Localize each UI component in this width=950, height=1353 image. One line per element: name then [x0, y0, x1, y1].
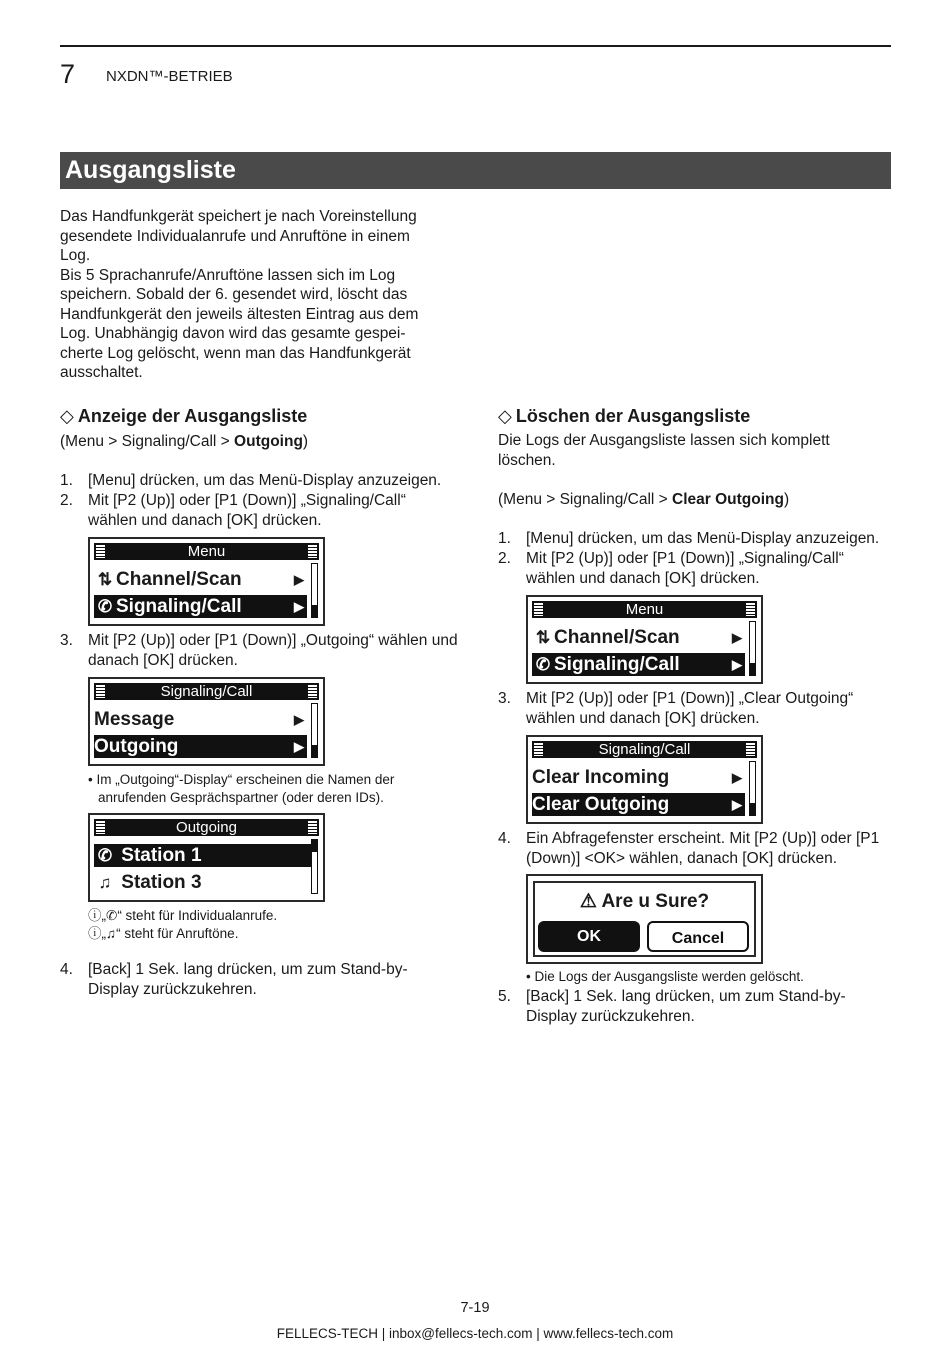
list-icon — [534, 743, 543, 756]
chapter-number: 7 — [60, 59, 76, 89]
right-step-2: 2. Mit [P2 (Up)] oder [P1 (Down)] „Signaling/Call“ wählen und danach [OK] drücken. — [498, 550, 844, 587]
warning-icon: ⚠ — [579, 891, 597, 912]
updown-icon: ⇅ — [535, 628, 551, 647]
right-step-1: 1. [Menu] drücken, um das Menü-Display anzuzeigen. — [498, 530, 880, 547]
left-step-2: 2. Mit [P2 (Up)] oder [P1 (Down)] „Signaling/Call“ wählen und danach [OK] drücken. — [60, 492, 406, 529]
bell-icon: ♫ — [106, 926, 117, 941]
left-step-1: 1. [Menu] drücken, um das Menü-Display anzuzeigen. — [60, 472, 442, 489]
screen-title-bar: Outgoing — [94, 819, 319, 836]
list-icon — [96, 545, 105, 558]
arrow-right-icon: ▶ — [294, 712, 304, 727]
scrollbar — [311, 563, 318, 618]
arrow-right-icon: ▶ — [294, 572, 304, 587]
arrow-right-icon: ▶ — [732, 630, 742, 645]
cancel-button[interactable]: Cancel — [647, 921, 749, 952]
arrow-right-icon: ▶ — [732, 657, 742, 672]
phone-icon: ✆ — [106, 908, 118, 923]
left-note-outgoing: • Im „Outgoing“-Display“ erscheinen die Namen der anrufenden Gesprächspartner (oder deren IDs). — [88, 772, 395, 805]
list-icon — [746, 603, 755, 616]
left-heading: ◇ Anzeige der Ausgangsliste — [60, 406, 308, 426]
arrow-right-icon: ▶ — [294, 599, 304, 614]
bell-icon: ♫ — [98, 873, 112, 892]
info-icon: ⓘ — [88, 908, 102, 923]
scrollbar — [311, 703, 318, 758]
screen-row-station-3: ♫ Station 3 — [94, 871, 312, 894]
screen-title-bar: Signaling/Call — [94, 683, 319, 700]
footer-contact: FELLECS-TECH | inbox@fellecs-tech.com | www.fellecs-tech.com — [276, 1326, 674, 1341]
screen-title-bar: Menu — [532, 601, 757, 618]
section-title: Ausgangsliste — [65, 156, 236, 184]
info-icon: ⓘ — [88, 926, 102, 941]
left-legend — [88, 907, 277, 943]
screen-row-signaling-call: ✆ Signaling/Call ▶ — [532, 653, 745, 676]
confirm-question: ⚠ Are u Sure? — [579, 891, 710, 912]
list-icon — [308, 545, 317, 558]
right-step-3: 3. Mit [P2 (Up)] oder [P1 (Down)] „Clear Outgoing“ wählen und danach [OK] drücken. — [498, 690, 854, 727]
phone-icon: ✆ — [535, 655, 551, 674]
right-step-5: 5. [Back] 1 Sek. lang drücken, um zum Stand-by-Display zurückzukehren. — [498, 988, 846, 1025]
left-step-4: 4. [Back] 1 Sek. lang drücken, um zum Stand-by-Display zurückzukehren. — [60, 961, 408, 998]
screen-menu — [88, 537, 325, 626]
screen-row-outgoing: Outgoing ▶ — [94, 735, 307, 758]
screen-outgoing — [88, 813, 325, 902]
legend-individual: ⓘ„✆“ steht für Individualanrufe. — [88, 908, 278, 923]
updown-icon: ⇅ — [97, 570, 113, 589]
diamond-icon: ◇ — [498, 406, 512, 426]
scrollbar — [311, 839, 318, 894]
screen-menu — [526, 595, 763, 684]
right-note: • Die Logs der Ausgangsliste werden gelöscht. — [526, 969, 804, 984]
screen-row-station-1: ✆ Station 1 — [94, 844, 312, 867]
list-icon — [534, 603, 543, 616]
list-icon — [308, 685, 317, 698]
screen-row-signaling-call: ✆ Signaling/Call ▶ — [94, 595, 307, 618]
screen-title-bar: Menu — [94, 543, 319, 560]
arrow-right-icon: ▶ — [732, 770, 742, 785]
chapter-title: NXDN™-BETRIEB — [106, 68, 233, 85]
arrow-right-icon: ▶ — [732, 797, 742, 812]
screen-signaling-call — [88, 677, 325, 766]
scrollbar — [749, 761, 756, 816]
diamond-icon: ◇ — [60, 406, 74, 426]
screen-row-channel-scan: ⇅ Channel/Scan ▶ — [532, 626, 745, 649]
screen-row-channel-scan: ⇅ Channel/Scan ▶ — [94, 568, 307, 591]
right-step-4: 4. Ein Abfragefenster erscheint. Mit [P2 (Up)] oder [P1 (Down)] <OK> wählen, danach [OK] drücken. — [498, 830, 880, 867]
arrow-right-icon: ▶ — [294, 739, 304, 754]
intro-paragraph: Das Handfunkgerät speichert je nach Voreinstellung gesendete Individualanrufe und Anruftöne in einem Log. Bis 5 Sprachanrufe/Anruftöne lassen sich im Log speichern. Sobald der 6. gesendet wird, löscht das Handfunkgerät den jeweils ältesten Eintrag aus dem Log. Unabhängig davon wird das gesamte gespei- cherte Log gelöscht, wenn man das Handfunkgerät ausschaltet. — [60, 208, 419, 381]
left-step-3: 3. Mit [P2 (Up)] oder [P1 (Down)] „Outgoing“ wählen und danach [OK] drücken. — [60, 632, 458, 669]
confirm-dialog — [526, 874, 763, 964]
screen-row-clear-incoming: Clear Incoming ▶ — [532, 767, 742, 788]
legend-tones: ⓘ„♫“ steht für Anruftöne. — [88, 926, 239, 941]
left-menu-path: (Menu > Signaling/Call > Outgoing) — [60, 433, 309, 450]
screen-row-message: Message ▶ — [94, 709, 304, 730]
right-intro: Die Logs der Ausgangsliste lassen sich komplett löschen. — [498, 432, 830, 469]
ok-button[interactable]: OK — [538, 921, 640, 952]
list-icon — [96, 821, 105, 834]
phone-icon: ✆ — [97, 597, 113, 616]
screen-title-bar: Signaling/Call — [532, 741, 757, 758]
header-rule — [60, 45, 891, 47]
list-icon — [96, 685, 105, 698]
list-icon — [308, 821, 317, 834]
page-number: 7-19 — [460, 1300, 490, 1316]
right-heading: ◇ Löschen der Ausgangsliste — [498, 406, 751, 426]
screen-signaling-call — [526, 735, 763, 824]
list-icon — [746, 743, 755, 756]
phone-icon: ✆ — [97, 846, 113, 865]
right-menu-path: (Menu > Signaling/Call > Clear Outgoing) — [498, 491, 790, 508]
screen-row-clear-outgoing: Clear Outgoing ▶ — [532, 793, 745, 816]
scrollbar — [749, 621, 756, 676]
